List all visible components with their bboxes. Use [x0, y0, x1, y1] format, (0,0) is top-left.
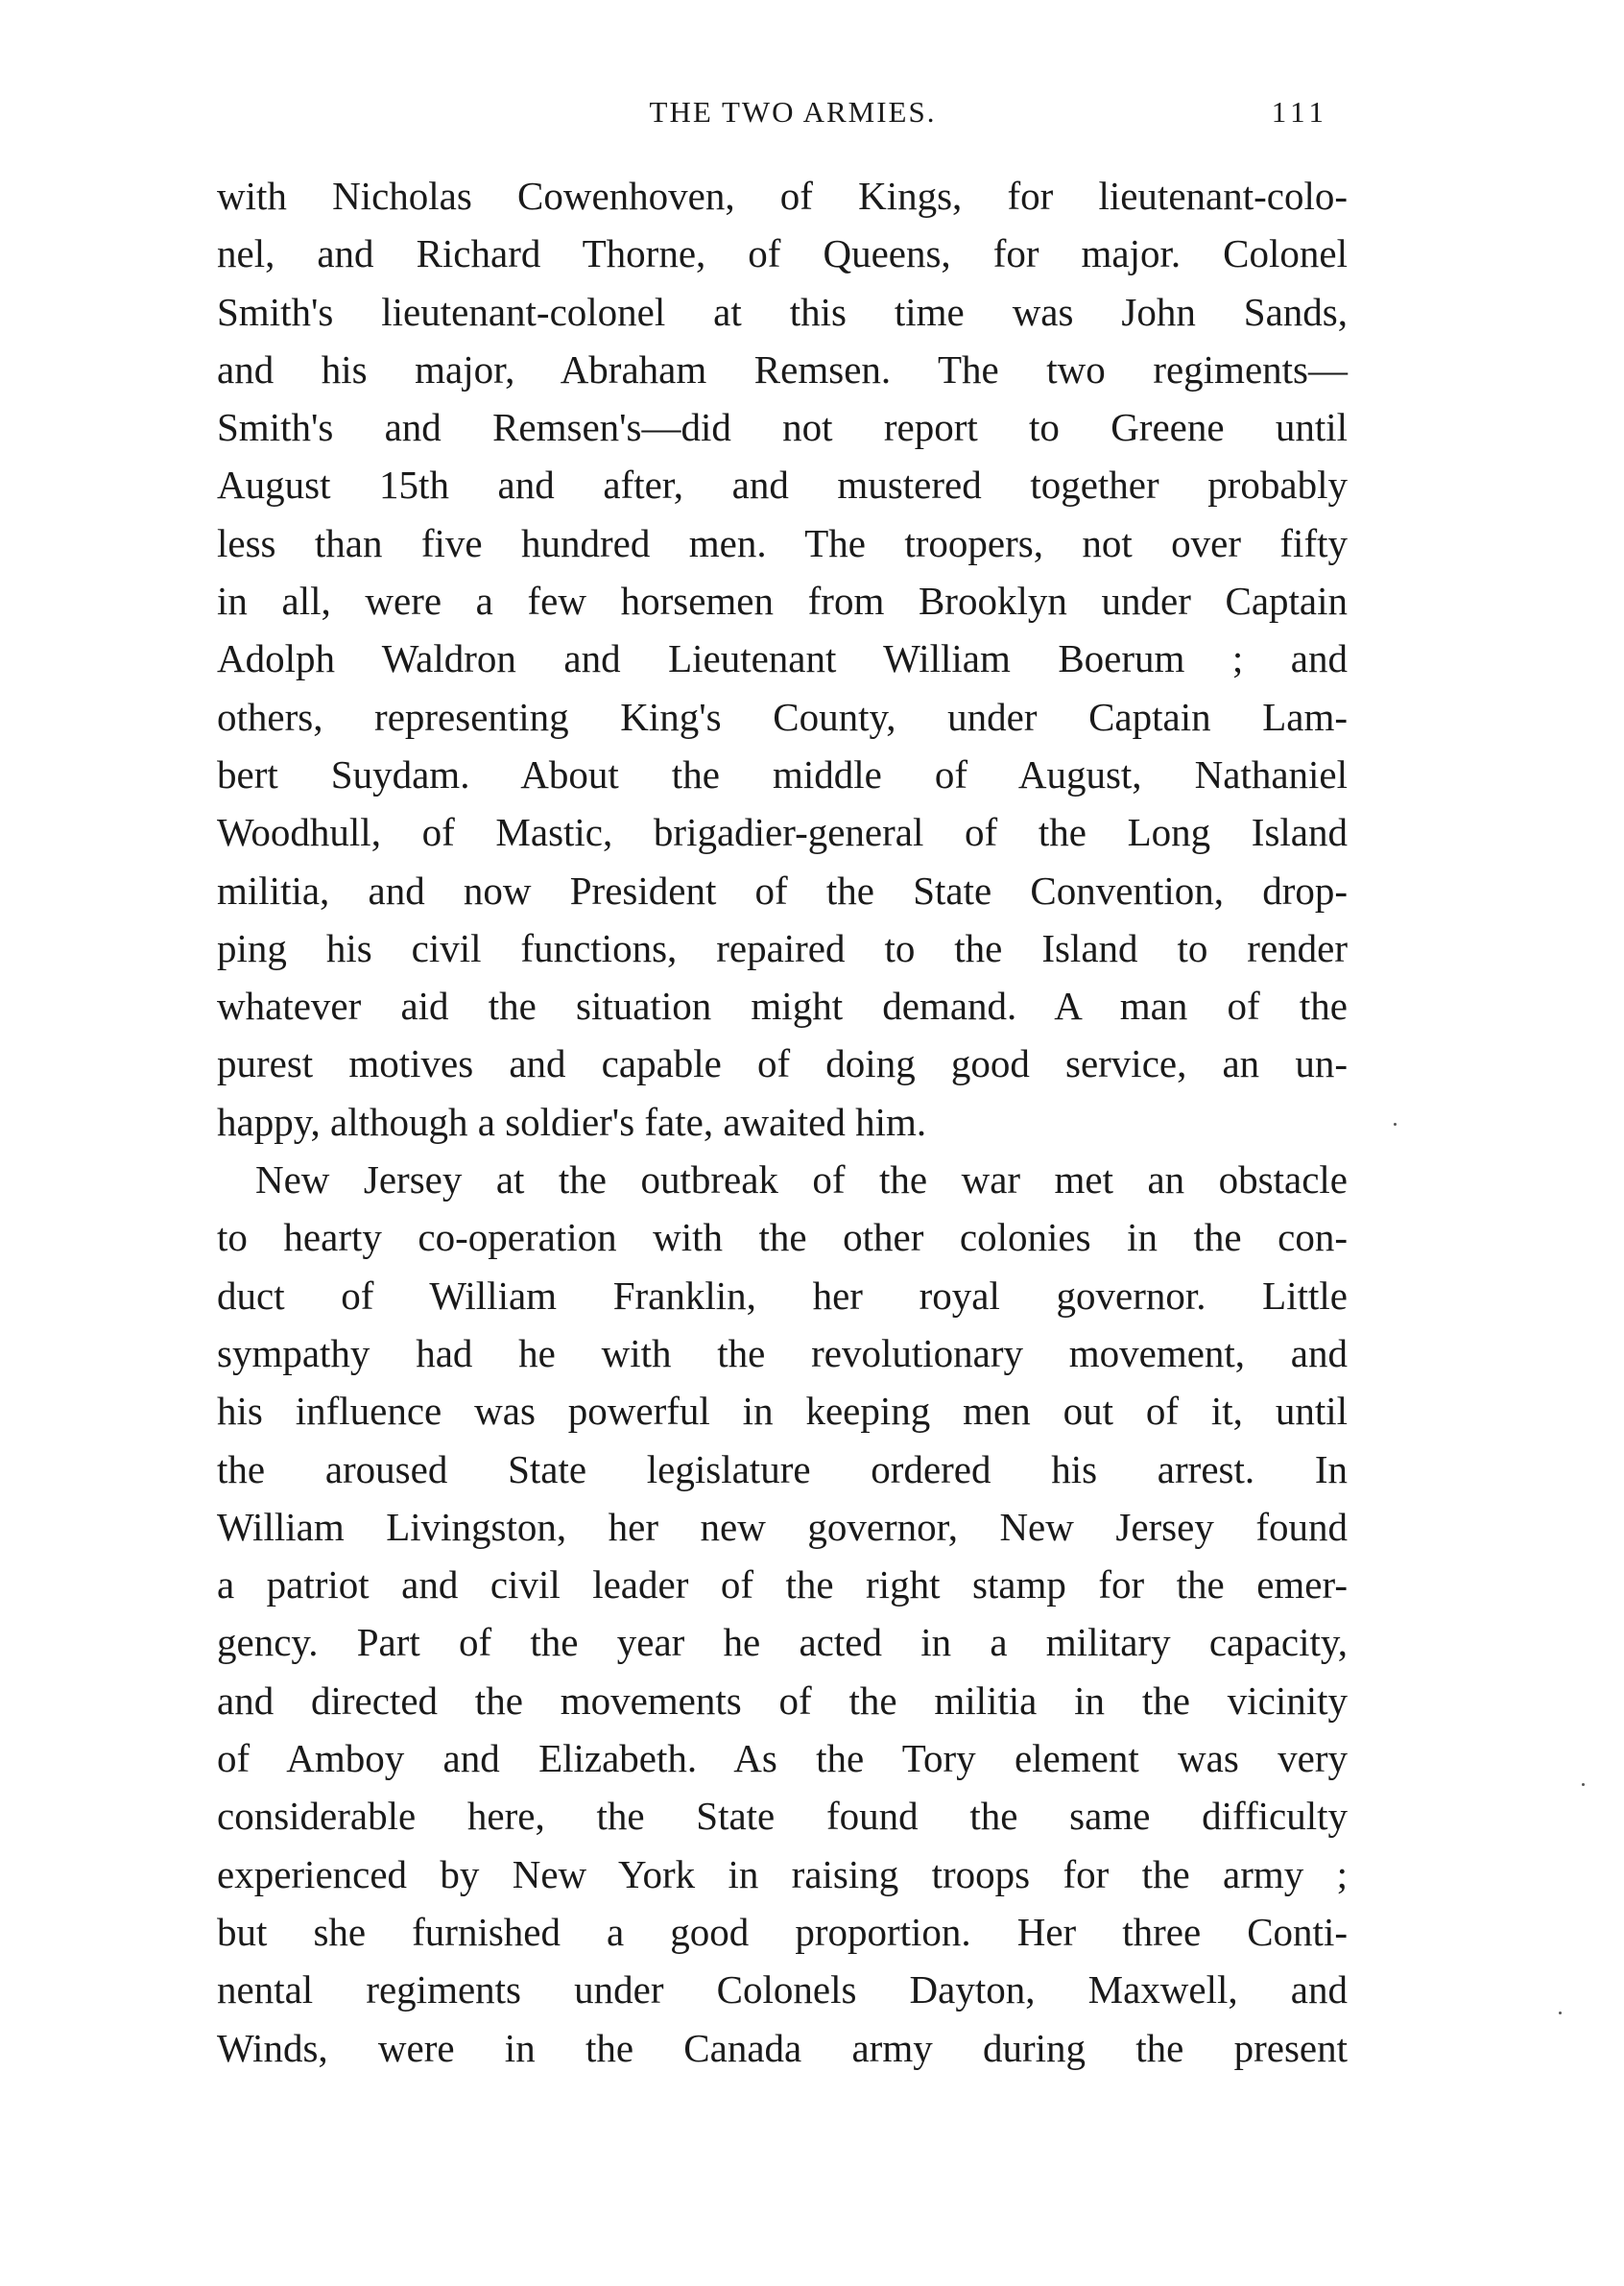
text-line: his influence was powerful in keeping men out of it, until [217, 1389, 1348, 1434]
scan-speck [1582, 1783, 1585, 1786]
text-line: nel, and Richard Thorne, of Queens, for major. Colonel [217, 231, 1348, 276]
text-line: to hearty co-operation with the other colonies in the con- [217, 1215, 1348, 1260]
text-line: Smith's lieutenant-colonel at this time was John Sands, [217, 289, 1348, 334]
text-line: experienced by New York in raising troops for the army ; [217, 1851, 1348, 1896]
text-line: and his major, Abraham Remsen. The two regiments— [217, 346, 1348, 392]
text-line: sympathy had he with the revolutionary movement, and [217, 1330, 1348, 1375]
text-line: duct of William Franklin, her royal governor. Little [217, 1273, 1348, 1318]
text-line: less than five hundred men. The troopers, not over fifty [217, 520, 1348, 565]
text-line: with Nicholas Cowenhoven, of Kings, for lieutenant-colo- [217, 174, 1348, 218]
text-line: but she furnished a good proportion. Her three Conti- [217, 1909, 1348, 1954]
text-line: Winds, were in the Canada army during the present [217, 2025, 1348, 2070]
running-head [230, 88, 1355, 136]
text-line: William Livingston, her new governor, New Jersey found [217, 1504, 1348, 1549]
text-line: Adolph Waldron and Lieutenant William Boerum ; and [217, 636, 1348, 681]
text-line: Woodhull, of Mastic, brigadier-general of the Long Island [217, 810, 1348, 855]
text-line: whatever aid the situation might demand. A man of the [217, 984, 1348, 1029]
text-line: New Jersey at the outbreak of the war met an obstacle [255, 1157, 1348, 1203]
text-line: of Amboy and Elizabeth. As the Tory element was very [217, 1736, 1348, 1781]
paragraph-2 [217, 1151, 1348, 2077]
text-line: August 15th and after, and mustered together probably [217, 463, 1348, 508]
running-title: THE TWO ARMIES. [649, 95, 937, 129]
text-line: in all, were a few horsemen from Brooklyn under Captain [217, 579, 1348, 624]
text-line: and directed the movements of the militia in the vicinity [217, 1678, 1348, 1723]
text-line: purest motives and capable of doing good service, an un- [217, 1041, 1348, 1086]
text-line: Smith's and Remsen's—did not report to Greene until [217, 405, 1348, 450]
text-line: ping his civil functions, repaired to the Island to render [217, 925, 1348, 970]
page-number: 111 [1271, 95, 1328, 129]
text-line: gency. Part of the year he acted in a military capacity, [217, 1620, 1348, 1665]
body-text [217, 167, 1348, 2077]
scan-speck [1559, 2012, 1562, 2014]
scan-speck [1394, 1123, 1397, 1126]
text-line: happy, although a soldier's fate, awaited him. [217, 1099, 927, 1144]
text-line: a patriot and civil leader of the right stamp for the emer- [217, 1562, 1348, 1607]
text-line: considerable here, the State found the same difficulty [217, 1794, 1348, 1839]
text-line: the aroused State legislature ordered his arrest. In [217, 1446, 1348, 1491]
paragraph-1 [217, 167, 1348, 1151]
text-line: militia, and now President of the State Convention, drop- [217, 868, 1348, 913]
text-line: bert Suydam. About the middle of August, Nathaniel [217, 751, 1348, 797]
text-line: others, representing King's County, under Captain Lam- [217, 694, 1348, 739]
text-line: nental regiments under Colonels Dayton, Maxwell, and [217, 1967, 1348, 2012]
